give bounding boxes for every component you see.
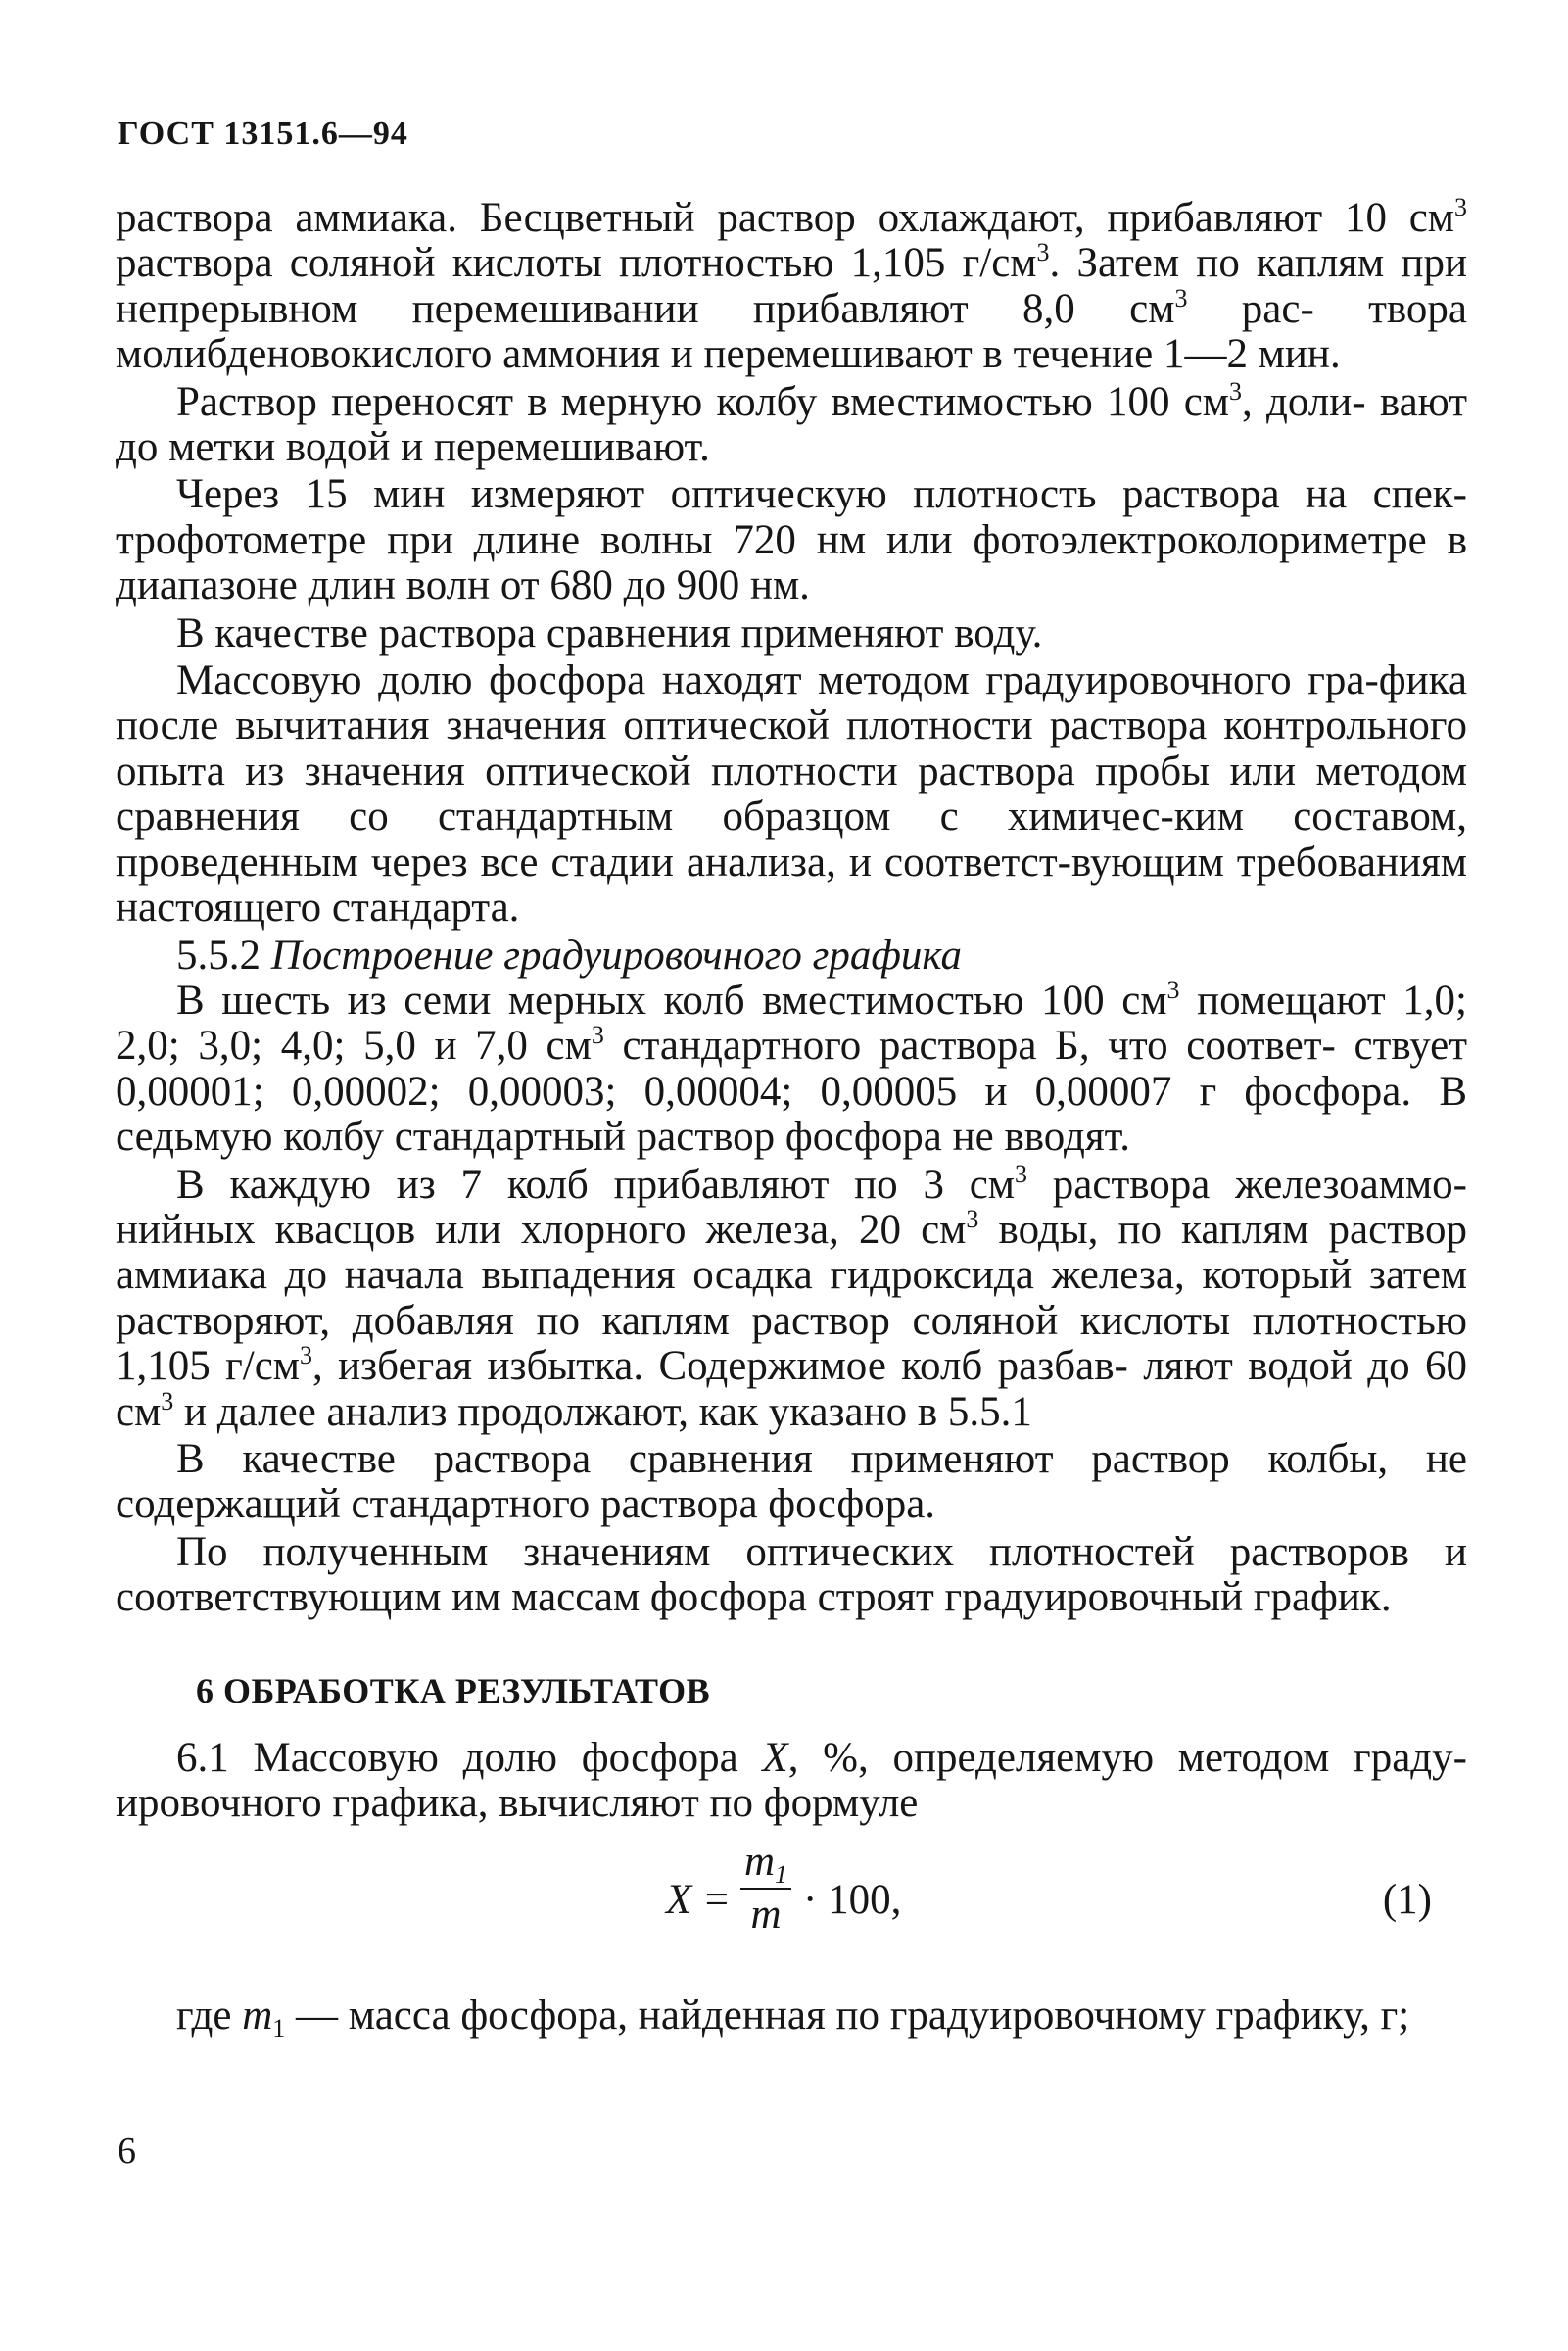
formula-denominator: m (750, 1892, 782, 1938)
equation-number: (1) (1382, 1877, 1432, 1923)
clause-5-5-2-heading: 5.5.2 Построение градуировочного графика (176, 932, 962, 979)
formula-rhs: · 100, (803, 1877, 902, 1923)
paragraph-mass-fraction: Массовую долю фосфора находят методом градуировочного гра-фика после вычитания значения оптической плотности раствора контрольного опыта из значения оптической плотности раствора пробы или методом сравнения со стандартным образцом с химичес-ким составом, проведенным через все стадии анализа, и соответст-вующим требованиям настоящего стандарта. (116, 657, 1467, 932)
paragraph-reference-water: В качестве раствора сравнения применяют воду. (176, 609, 1043, 656)
formula-fraction (740, 1839, 791, 1939)
formula-lhs: X = (666, 1877, 732, 1923)
paragraph-flasks: В шесть из семи мерных колб вместимостью 100 $см^3$ помещают 1,0; 2,0; 3,0; 4,0; 5,0 и 7,0 $см^3$ стандартного раствора Б, что соответ- ствует 0,00001; 0,00002; 0,00003; 0,00004; 0,00005 и 0,00007 г фосфора. В седьмую колбу стандартный раствор фосфора не вводят. (116, 975, 1468, 1161)
paragraph-calibration-graph: По полученным значениям оптических плотностей растворов и соответствующим им массам фосфора строят градуировочный график. (116, 1528, 1467, 1621)
paragraph-measurement: Через 15 мин измеряют оптическую плотность раствора на спек-трофотометре при длине волны 720 нм или фотоэлектроколориметре в диапазоне длин волн от 680 до 900 нм. (116, 471, 1467, 609)
paragraph-transfer: Раствор переносят в мерную колбу вместимостью 100 $см^3$, доли- вают до метки водой и перемешивают. (116, 376, 1467, 471)
page-number: 6 (118, 2131, 136, 2172)
section-6-heading: 6 ОБРАБОТКА РЕЗУЛЬТАТОВ (196, 1671, 711, 1710)
paragraph-reagents: В каждую из 7 колб прибавляют по 3 $см^3$ раствора железоаммо- нийных квасцов или хлорного железа, 20 $см^3$ воды, по каплям раствор аммиака до начала выпадения осадка гидроксида железа, который затем растворяют, добавляя по каплям раствор соляной кислоты плотностью 1,105 $г/см^3$, избегая избытка. Содержимое колб разбав- ляют водой до 60 $см^3$ и далее анализ продолжают, как указано в 5.5.1 (116, 1159, 1468, 1435)
paragraph-reference-solution: В качестве раствора сравнения применяют раствор колбы, не содержащий стандартного раствора фосфора. (116, 1435, 1467, 1528)
document-header: ГОСТ 13151.6—94 (118, 116, 408, 152)
formula-explanation: где $m_1$ — масса фосфора, найденная по градуировочному графику, г; (176, 1992, 1410, 2042)
formula-1 (666, 1839, 1469, 1956)
document-body (116, 193, 1468, 1621)
clause-6-1: 6.1 Массовую долю фосфора X, %, определяемую методом граду-ировочного графика, вычисляют по формуле (116, 1735, 1467, 1827)
paragraph-continuation: раствора аммиака. Бесцветный раствор охлаждают, прибавляют 10 $см^3$ раствора соляной кислоты плотностью 1,105 $г/см^3$. Затем по каплям при непрерывном перемешивании прибавляют 8,0 $см^3$ рас- твора молибденовокислого аммония и перемешивают в течение 1—2 мин. (116, 193, 1468, 378)
formula-numerator: $m_1$ (743, 1839, 788, 1889)
